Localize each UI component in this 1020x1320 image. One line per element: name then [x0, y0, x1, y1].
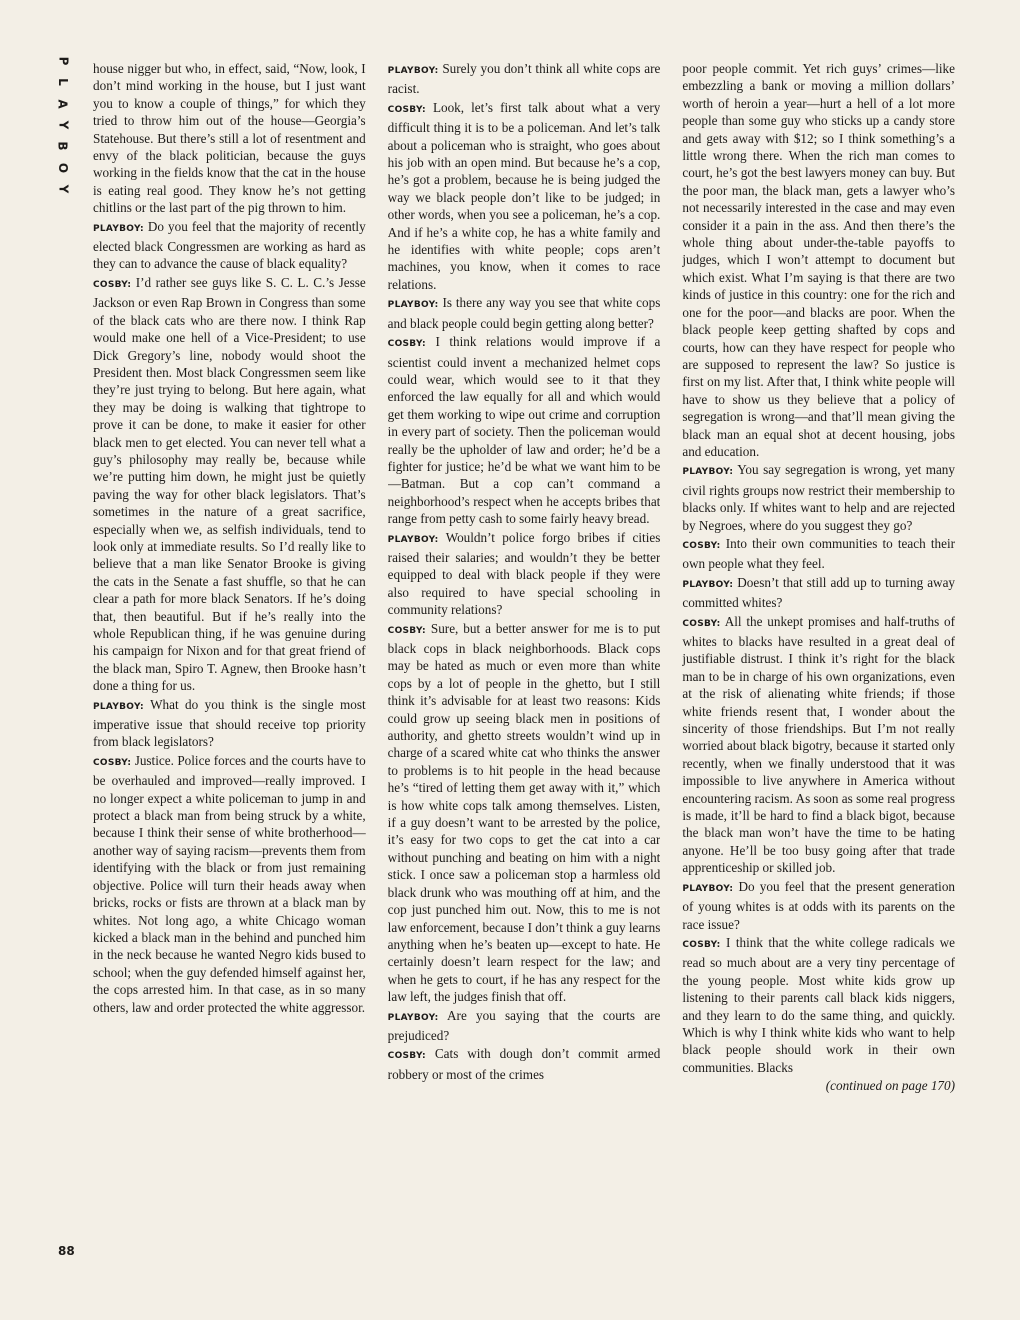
- paragraph-text: Wouldn’t police forgo bribes if cities raised their salaries; and wouldn’t they be better equipped to deal with black people if they were also required to have special schooling in community relations?: [387, 529, 661, 618]
- speaker-label: COSBY:: [387, 625, 426, 636]
- paragraph: [388, 529, 661, 619]
- paragraph: [682, 60, 955, 460]
- speaker-label: PLAYBOY:: [387, 300, 439, 311]
- speaker-label: COSBY:: [682, 618, 721, 629]
- speaker-label: COSBY:: [387, 339, 426, 350]
- paragraph-text: Doesn’t that still add up to turning away committed whites?: [682, 574, 956, 611]
- paragraph-text: All the unkept promises and half-truths of whites to blacks have resulted in a great deal of justifiable distrust. I think it’s right for the black man to be in charge of his own organizations, even at the risk of alienating white friends; if those white friends resent that, I wonder about the sincerity of those friendships. But I’m not really worried about black bigotry, because it started only recently, when we finally understood that it was impossible to live anywhere in America without encountering racism. As soon as some real progress is made, it’ll be hard to find a black bigot, because the black man won’t have the time to be hating anyone. He’ll be too busy going after that trade apprenticeship or skilled job.: [682, 613, 956, 876]
- speaker-label: COSBY:: [387, 104, 426, 115]
- masthead-letter: A: [55, 99, 70, 109]
- paragraph: [682, 878, 955, 933]
- paragraph: [682, 613, 955, 877]
- speaker-label: PLAYBOY:: [93, 701, 144, 712]
- paragraph-text: Cats with dough don’t commit armed robbery or most of the crimes: [387, 1046, 661, 1082]
- paragraph: [93, 752, 366, 1016]
- paragraph-text: I’d rather see guys like S. C. L. C.’s Jesse Jackson or even Rap Brown in Congress than some of the black cats who are there now. I think Rap would make one hell of a Vice-President; to use Dick Gregory’s line, nobody would shoot the President then. Most black Congressmen seem like they’re just trying to belong. But here again, what they may be doing is walking that tightrope to prove it can be done, to make it easier for other black men to get elected. You can never tell what a guy’s philosophy may really be, because while we’re putting him down, he might just be quietly paving the way for other black legislators. That’s sometimes in the nature of a great sacrifice, especially when we, as selfish individuals, tend to look only at immediate results. So I’d really like to believe that a man like Senator Brooke is giving the cats in the Senate a fast shuffle, so that he can clear a path for more black Senators. If he’s doing that, then beautiful. But if he’s really into the whole Republican thing, if he was genuine during his campaign for Nixon and for that great friend of the black man, Spiro T. Agnew, then Brooke hasn’t done a thing for us.: [93, 274, 366, 694]
- paragraph-text: Surely you don’t think all white cops are racist.: [387, 61, 661, 97]
- masthead-letter: Y: [55, 184, 70, 194]
- speaker-label: PLAYBOY:: [387, 534, 439, 545]
- paragraph: [93, 274, 366, 695]
- paragraph-text: Look, let’s first talk about what a very difficult thing it is to be a policeman. And let’s talk about a policeman who is straight, who goes about his job with an open mind. But because he’s a cop, he’s got a problem, because he is being judged the way we black people don’t like to be judged; in other words, when you see a policeman, he’s a cop. And if he’s a white cop, he has a white family and he identifies with white people; cops aren’t machines, you know, when it comes to race relations.: [387, 99, 661, 292]
- masthead-letter: Y: [55, 120, 70, 130]
- text-column-1: [93, 60, 366, 1270]
- paragraph: [682, 934, 955, 1076]
- paragraph: [388, 1045, 661, 1083]
- speaker-label: PLAYBOY:: [387, 1012, 439, 1023]
- paragraph-text: Do you feel that the majority of recently elected black Congressmen are working as hard as they can to advance the cause of black equality?: [93, 218, 366, 272]
- paragraph: [682, 535, 955, 573]
- article-columns: [93, 60, 955, 1270]
- paragraph-text: Is there any way you see that white cops and black people could begin getting along better?: [387, 295, 661, 331]
- speaker-label: COSBY:: [682, 939, 721, 950]
- paragraph: [388, 99, 661, 293]
- paragraph-text: I think that the white college radicals we read so much about are a very tiny percentage of the young people. Most white kids grow up listening to their parents call black kids niggers, and they learn to do the same thing, and quickly. Which is why I think white kids who want to help black people should work in their own communities. Blacks: [682, 934, 956, 1075]
- paragraph: [388, 60, 661, 98]
- paragraph-text: I think relations would improve if a scientist could invent a mechanized helmet cops could wear, which would see to it that they enforced the law equally for all and which would get them working to wipe out crime and corruption in every part of society. Then the policeman would really be the upholder of law and order; he’d be a fighter for justice; he’d be what we want him to be—Batman. But a cop can’t command a neighborhood’s respect when he accepts bribes that range from petty cash to some fairly heavy bread.: [387, 334, 661, 527]
- speaker-label: PLAYBOY:: [93, 223, 144, 234]
- paragraph: [388, 294, 661, 332]
- speaker-label: PLAYBOY:: [682, 883, 734, 894]
- paragraph-text: Sure, but a better answer for me is to put black cops in black neighborhoods. Black cops may be hated as much or even more than white cops by a lot of people in the ghetto, but I still think it’s advisable for at least two reasons: Kids could grow up seeing black men in positions of authority, and ghetto streets wouldn’t wind up in charge of a scared white cat who thinks the answer to problems is to hit people in the head because he’s “tired of letting them get away with it,” which is how white cops talk among themselves. Listen, if a guy doesn’t want to be arrested by the police, it’s easy for two cops to get the cat into a car without punching and beating on him with a night stick. I once saw a policeman stop a harmless old black drunk who was mouthing off at him, and the cop just punched him out. Now, this to me is not law enforcement, because I don’t think a guy learns anything when he’s beaten up—except to hate. He certainly doesn’t learn respect for the law; and when he gets to court, if he has any respect for the law left, the judges finish that off.: [387, 620, 661, 1005]
- speaker-label: COSBY:: [93, 757, 132, 768]
- continued-note: (continued on page 170): [825, 1078, 956, 1094]
- page-number: 88: [58, 1244, 75, 1258]
- masthead-letter: P: [55, 56, 70, 66]
- paragraph-text: You say segregation is wrong, yet many civil rights groups now restrict their membership to blacks only. If whites want to help and are rejected by Negroes, where do you suggest they go?: [682, 462, 956, 533]
- speaker-label: PLAYBOY:: [682, 579, 734, 590]
- paragraph: [682, 574, 955, 612]
- masthead-letter: L: [56, 78, 70, 87]
- playboy-masthead: [50, 55, 76, 195]
- paragraph-text: house nigger but who, in effect, said, “Now, look, I don’t mind working in the house, but I just want you to know a couple of things,” for which they tried to throw him out of the house—Georgia’s Statehouse. But there’s still a lot of resentment and envy of the black politician, because the guys working in the fields know that the cat in the house is eating real good. They know he’s not getting chitlins or the last part of the pig thrown to him.: [93, 61, 366, 216]
- paragraph: [682, 461, 955, 534]
- masthead-letter: O: [55, 162, 70, 173]
- paragraph: [388, 333, 661, 527]
- speaker-label: COSBY:: [682, 540, 721, 551]
- speaker-label: COSBY:: [387, 1051, 426, 1062]
- paragraph-text: Are you saying that the courts are prejudiced?: [387, 1007, 661, 1043]
- paragraph: [93, 218, 366, 273]
- speaker-label: PLAYBOY:: [682, 467, 734, 478]
- masthead-letter: B: [56, 141, 70, 151]
- paragraph: [388, 1007, 661, 1045]
- paragraph-text: Into their own communities to teach their own people what they feel.: [682, 535, 956, 572]
- paragraph: [93, 60, 366, 217]
- paragraph-text: Do you feel that the present generation of young whites is at odds with its parents on the race issue?: [682, 878, 956, 932]
- paragraph-text: poor people commit. Yet rich guys’ crimes—like embezzling a bank or moving a million dollars’ worth of heroin a year—hurt a hell of a lot more people than some guy who sticks up a candy store and gets away with $12; so I think something’s a little wrong there. When the rich man comes to court, he’s got the best lawyers money can buy. But the poor man, the black man, gets a lawyer who’s not necessarily interested in the case and may even consider it a pain in the ass. And then there’s the whole thing about under-the-table payoffs to judges, which I won’t attempt to document but which exist. What I’m saying is that there are two kinds of justice in this country: one for the rich and one for the poor—and blacks are poor. When the black people keep getting shafted by cops and courts, how can they have respect for people who are supposed to represent the law? So justice is first on my list. After that, I think white people will have to show us they believe that a policy of segregation is wrong—and that’ll mean giving the black man an equal shot at decent housing, jobs and education.: [682, 61, 956, 459]
- paragraph-text: What do you think is the single most imperative issue that should receive top priority from black legislators?: [93, 696, 366, 750]
- speaker-label: PLAYBOY:: [387, 66, 439, 76]
- text-column-3: [682, 60, 955, 1270]
- text-column-2: [388, 60, 661, 1270]
- paragraph-text: Justice. Police forces and the courts have to be overhauled and improved—really improved. I no longer expect a white policeman to jump in and protect a black man from being struck by a white, because I think their sense of white brotherhood—another way of saying racism—prevents them from identifying with the black or from just remaining objective. Police will turn their heads away when bricks, rocks or fists are thrown at a black man by whites. Not long ago, a white Chicago woman kicked a black man in the behind and punched him in the neck because he wanted Negro kids bused to school; when the guy defended himself against her, the cops arrested him. In that case, as in so many others, law and order protected the white aggressor.: [93, 752, 366, 1015]
- speaker-label: COSBY:: [93, 279, 132, 290]
- paragraph: [93, 696, 366, 751]
- paragraph: [388, 620, 661, 1006]
